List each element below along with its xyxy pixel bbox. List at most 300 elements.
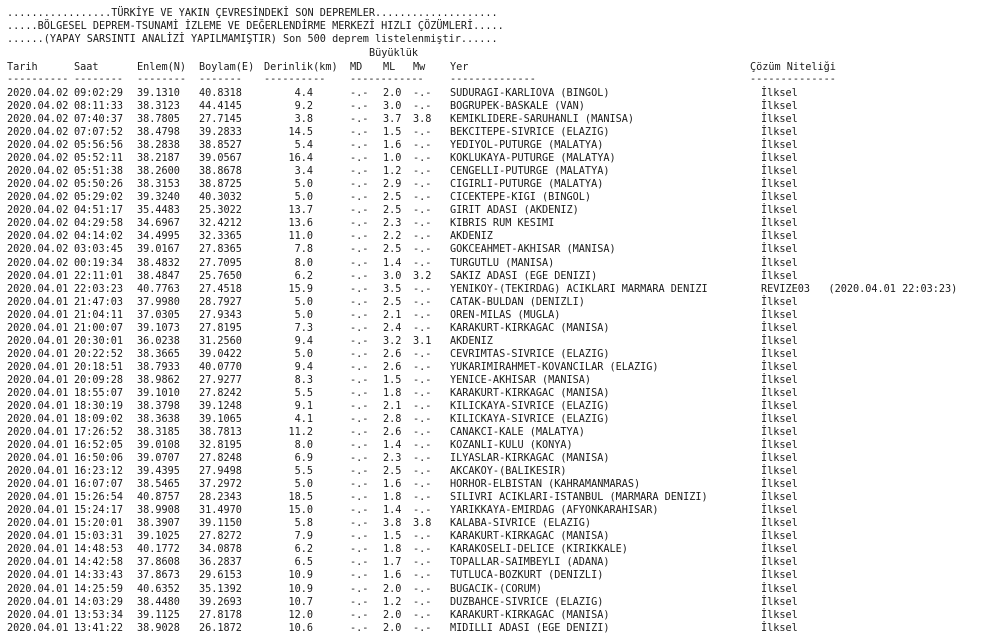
- cell-md: -.-: [350, 192, 369, 204]
- col-header-ml: ML: [383, 62, 396, 73]
- cell-place: KALABA-SIVRICE (ELAZIG): [450, 518, 592, 530]
- cell-mw: 3.8: [413, 518, 432, 530]
- cell-lon: 36.2837: [199, 557, 242, 569]
- cell-quality: İlksel: [761, 544, 798, 556]
- cell-md: -.-: [350, 505, 369, 517]
- cell-lon: 39.1065: [199, 414, 242, 425]
- cell-time: 18:30:19: [74, 400, 124, 412]
- cell-lat: 39.1010: [137, 387, 180, 399]
- column-separator-row: [0, 73, 1000, 86]
- cell-place: KOKLUKAYA-PUTURGE (MALATYA): [450, 153, 616, 165]
- cell-quality: İlksel: [761, 153, 798, 165]
- cell-date: 2020.04.01: [7, 348, 69, 360]
- table-row: [0, 126, 1000, 139]
- cell-lon: 28.2343: [199, 492, 242, 504]
- table-row: [0, 348, 1000, 361]
- cell-place: HORHOR-ELBISTAN (KAHRAMANMARAS): [450, 479, 641, 491]
- cell-time: 13:53:34: [74, 609, 124, 621]
- cell-md: -.-: [350, 270, 369, 282]
- cell-quality: İlksel: [761, 335, 798, 347]
- cell-ml: 1.2: [383, 596, 402, 608]
- cell-time: 15:26:54: [74, 492, 124, 504]
- cell-lat: 38.9028: [137, 622, 180, 634]
- cell-mw: -.-: [413, 88, 432, 99]
- cell-time: 18:09:02: [74, 414, 124, 425]
- cell-ml: 2.2: [383, 231, 402, 243]
- table-row: [0, 569, 1000, 582]
- cell-date: 2020.04.02: [7, 218, 69, 230]
- cell-date: 2020.04.01: [7, 622, 69, 634]
- cell-date: 2020.04.01: [7, 531, 69, 543]
- cell-ml: 3.2: [383, 335, 402, 347]
- cell-lon: 39.1150: [199, 518, 242, 530]
- cell-place: ILYASLAR-KIRKAGAC (MANISA): [450, 453, 610, 465]
- cell-md: -.-: [350, 609, 369, 621]
- cell-mw: -.-: [413, 218, 432, 230]
- cell-mw: -.-: [413, 505, 432, 517]
- cell-depth: 8.3: [294, 374, 313, 386]
- cell-md: -.-: [350, 414, 369, 425]
- col-header-lon: Boylam(E): [199, 62, 255, 73]
- cell-quality: İlksel: [761, 231, 798, 243]
- cell-depth: 7.9: [294, 531, 313, 543]
- cell-lat: 38.2600: [137, 166, 180, 178]
- separator-time: --------: [74, 74, 124, 85]
- cell-date: 2020.04.02: [7, 166, 69, 178]
- col-header-quality: Çözüm Niteliği: [750, 62, 836, 73]
- cell-time: 14:33:43: [74, 570, 124, 582]
- cell-md: -.-: [350, 257, 369, 269]
- cell-mw: -.-: [413, 479, 432, 491]
- cell-mw: -.-: [413, 387, 432, 399]
- table-row: [0, 113, 1000, 126]
- cell-mw: -.-: [413, 374, 432, 386]
- cell-md: -.-: [350, 466, 369, 478]
- cell-place: TOPALLAR-SAIMBEYLI (ADANA): [450, 557, 610, 569]
- cell-ml: 1.7: [383, 557, 402, 569]
- cell-quality: İlksel: [761, 88, 798, 99]
- cell-depth: 13.7: [288, 205, 313, 217]
- cell-time: 05:51:38: [74, 166, 124, 178]
- cell-depth: 6.2: [294, 270, 313, 282]
- cell-date: 2020.04.01: [7, 492, 69, 504]
- cell-lat: 39.1073: [137, 322, 180, 334]
- cell-mw: -.-: [413, 557, 432, 569]
- cell-depth: 9.4: [294, 361, 313, 373]
- cell-place: TURGUTLU (MANISA): [450, 257, 555, 269]
- cell-lon: 34.0878: [199, 544, 242, 556]
- cell-lat: 38.2838: [137, 140, 180, 152]
- cell-md: -.-: [350, 387, 369, 399]
- cell-lat: 38.4480: [137, 596, 180, 608]
- cell-ml: 2.1: [383, 309, 402, 321]
- cell-lon: 29.6153: [199, 570, 242, 582]
- table-row: [0, 230, 1000, 243]
- cell-md: -.-: [350, 440, 369, 452]
- cell-quality: İlksel: [761, 557, 798, 569]
- cell-quality: İlksel: [761, 179, 798, 191]
- cell-time: 16:23:12: [74, 466, 124, 478]
- cell-mw: -.-: [413, 231, 432, 243]
- separator-magnitude: ------------: [350, 74, 424, 85]
- cell-date: 2020.04.01: [7, 557, 69, 569]
- cell-mw: -.-: [413, 427, 432, 439]
- cell-mw: -.-: [413, 179, 432, 191]
- cell-time: 14:03:29: [74, 596, 124, 608]
- cell-lon: 27.7095: [199, 257, 242, 269]
- cell-place: DUZBAHCE-SIVRICE (ELAZIG): [450, 596, 604, 608]
- cell-ml: 2.5: [383, 296, 402, 308]
- cell-date: 2020.04.01: [7, 583, 69, 595]
- cell-lon: 39.0422: [199, 348, 242, 360]
- cell-md: -.-: [350, 518, 369, 530]
- cell-date: 2020.04.02: [7, 114, 69, 126]
- cell-depth: 5.0: [294, 179, 313, 191]
- table-row: [0, 609, 1000, 622]
- cell-lat: 39.1310: [137, 88, 180, 99]
- cell-date: 2020.04.02: [7, 231, 69, 243]
- cell-md: -.-: [350, 179, 369, 191]
- cell-lon: 27.9498: [199, 466, 242, 478]
- cell-lat: 40.6352: [137, 583, 180, 595]
- cell-time: 15:20:01: [74, 518, 124, 530]
- cell-md: -.-: [350, 153, 369, 165]
- cell-date: 2020.04.01: [7, 270, 69, 282]
- cell-date: 2020.04.01: [7, 505, 69, 517]
- table-row: [0, 243, 1000, 256]
- cell-lat: 37.8608: [137, 557, 180, 569]
- cell-lat: 39.0167: [137, 244, 180, 256]
- cell-time: 15:03:31: [74, 531, 124, 543]
- cell-lat: 38.3907: [137, 518, 180, 530]
- table-row: [0, 491, 1000, 504]
- cell-place: KIBRIS RUM KESIMI: [450, 218, 555, 230]
- cell-depth: 9.2: [294, 101, 313, 113]
- cell-ml: 1.6: [383, 570, 402, 582]
- cell-depth: 5.0: [294, 309, 313, 321]
- cell-md: -.-: [350, 205, 369, 217]
- cell-quality: İlksel: [761, 622, 798, 634]
- cell-place: TUTLUCA-BOZKURT (DENIZLI): [450, 570, 604, 582]
- cell-place: YUKARIMIRAHMET-KOVANCILAR (ELAZIG): [450, 361, 659, 373]
- cell-mw: -.-: [413, 609, 432, 621]
- cell-place: MIDILLI ADASI (EGE DENIZI): [450, 622, 610, 634]
- cell-depth: 4.4: [294, 88, 313, 99]
- cell-lat: 37.8673: [137, 570, 180, 582]
- cell-depth: 10.9: [288, 583, 313, 595]
- cell-date: 2020.04.01: [7, 544, 69, 556]
- cell-time: 08:11:33: [74, 101, 124, 113]
- cell-place: SUDURAGI-KARLIOVA (BINGOL): [450, 88, 610, 99]
- cell-time: 04:51:17: [74, 205, 124, 217]
- cell-time: 00:19:34: [74, 257, 124, 269]
- cell-mw: -.-: [413, 400, 432, 412]
- table-row: [0, 217, 1000, 230]
- table-row: [0, 152, 1000, 165]
- cell-date: 2020.04.02: [7, 88, 69, 99]
- table-row: [0, 400, 1000, 413]
- cell-time: 20:09:28: [74, 374, 124, 386]
- cell-ml: 2.0: [383, 88, 402, 99]
- cell-md: -.-: [350, 283, 369, 295]
- table-row: [0, 100, 1000, 113]
- cell-depth: 5.5: [294, 387, 313, 399]
- cell-mw: -.-: [413, 453, 432, 465]
- cell-date: 2020.04.01: [7, 518, 69, 530]
- cell-lon: 39.2693: [199, 596, 242, 608]
- table-row: [0, 270, 1000, 283]
- cell-ml: 1.8: [383, 492, 402, 504]
- cell-depth: 6.5: [294, 557, 313, 569]
- cell-ml: 1.4: [383, 257, 402, 269]
- cell-lat: 39.0108: [137, 440, 180, 452]
- table-row: [0, 204, 1000, 217]
- cell-ml: 1.5: [383, 374, 402, 386]
- cell-place: KILICKAYA-SIVRICE (ELAZIG): [450, 400, 610, 412]
- cell-date: 2020.04.01: [7, 400, 69, 412]
- cell-lon: 27.9277: [199, 374, 242, 386]
- cell-lat: 39.0707: [137, 453, 180, 465]
- cell-date: 2020.04.01: [7, 283, 69, 295]
- cell-depth: 9.4: [294, 335, 313, 347]
- cell-date: 2020.04.01: [7, 440, 69, 452]
- cell-md: -.-: [350, 596, 369, 608]
- cell-depth: 5.0: [294, 348, 313, 360]
- cell-lon: 39.1248: [199, 400, 242, 412]
- cell-quality: İlksel: [761, 427, 798, 439]
- cell-ml: 3.5: [383, 283, 402, 295]
- table-row: [0, 426, 1000, 439]
- cell-lon: 27.8242: [199, 387, 242, 399]
- cell-time: 20:22:52: [74, 348, 124, 360]
- separator-place: --------------: [450, 74, 536, 85]
- table-row: [0, 374, 1000, 387]
- cell-md: -.-: [350, 140, 369, 152]
- separator-depth: ----------: [264, 74, 326, 85]
- cell-quality: İlksel: [761, 570, 798, 582]
- cell-quality: İlksel: [761, 531, 798, 543]
- cell-time: 20:30:01: [74, 335, 124, 347]
- cell-ml: 2.8: [383, 414, 402, 425]
- cell-time: 13:41:22: [74, 622, 124, 634]
- cell-place: YENICE-AKHISAR (MANISA): [450, 374, 592, 386]
- cell-mw: -.-: [413, 257, 432, 269]
- table-row: [0, 257, 1000, 270]
- cell-ml: 2.0: [383, 583, 402, 595]
- cell-time: 05:52:11: [74, 153, 124, 165]
- cell-lat: 37.0305: [137, 309, 180, 321]
- cell-place: SILIVRI ACIKLARI-ISTANBUL (MARMARA DENIZI): [450, 492, 708, 504]
- cell-ml: 2.0: [383, 622, 402, 634]
- cell-md: -.-: [350, 479, 369, 491]
- cell-md: -.-: [350, 374, 369, 386]
- cell-lat: 38.3665: [137, 348, 180, 360]
- cell-quality: İlksel: [761, 453, 798, 465]
- cell-depth: 3.8: [294, 114, 313, 126]
- cell-place: KEMIKLIDERE-SARUHANLI (MANISA): [450, 114, 635, 126]
- cell-quality: İlksel: [761, 387, 798, 399]
- cell-time: 16:07:07: [74, 479, 124, 491]
- cell-depth: 8.0: [294, 440, 313, 452]
- cell-ml: 2.5: [383, 205, 402, 217]
- cell-quality: İlksel: [761, 257, 798, 269]
- cell-lon: 26.1872: [199, 622, 242, 634]
- cell-lon: 40.0770: [199, 361, 242, 373]
- table-row: [0, 165, 1000, 178]
- cell-time: 20:18:51: [74, 361, 124, 373]
- cell-place: CENGELLI-PUTURGE (MALATYA): [450, 166, 610, 178]
- cell-place: AKDENIZ: [450, 335, 493, 347]
- cell-ml: 1.6: [383, 479, 402, 491]
- cell-lon: 27.8272: [199, 531, 242, 543]
- cell-place: CIGIRLI-PUTURGE (MALATYA): [450, 179, 604, 191]
- cell-quality: İlksel: [761, 244, 798, 256]
- cell-quality: İlksel: [761, 348, 798, 360]
- cell-lat: 39.1125: [137, 609, 180, 621]
- col-header-lat: Enlem(N): [137, 62, 187, 73]
- cell-md: -.-: [350, 335, 369, 347]
- cell-date: 2020.04.01: [7, 374, 69, 386]
- cell-date: 2020.04.02: [7, 179, 69, 191]
- cell-lon: 25.3022: [199, 205, 242, 217]
- cell-ml: 2.6: [383, 348, 402, 360]
- cell-lat: 38.4798: [137, 127, 180, 139]
- cell-ml: 2.5: [383, 192, 402, 204]
- cell-quality: REVIZE03 (2020.04.01 22:03:23): [761, 283, 958, 295]
- cell-lat: 38.7805: [137, 114, 180, 126]
- cell-lon: 27.8178: [199, 609, 242, 621]
- cell-mw: 3.8: [413, 114, 432, 126]
- cell-date: 2020.04.01: [7, 414, 69, 425]
- magnitude-group-label: Büyüklük: [369, 48, 419, 59]
- cell-mw: -.-: [413, 544, 432, 556]
- cell-ml: 2.9: [383, 179, 402, 191]
- cell-quality: İlksel: [761, 361, 798, 373]
- cell-mw: 3.1: [413, 335, 432, 347]
- cell-depth: 5.8: [294, 518, 313, 530]
- cell-ml: 1.4: [383, 505, 402, 517]
- cell-depth: 6.2: [294, 544, 313, 556]
- cell-lat: 38.3153: [137, 179, 180, 191]
- table-row: [0, 283, 1000, 296]
- cell-ml: 3.7: [383, 114, 402, 126]
- cell-time: 05:56:56: [74, 140, 124, 152]
- cell-place: BOGRUPEK-BASKALE (VAN): [450, 101, 585, 113]
- cell-lat: 39.3240: [137, 192, 180, 204]
- cell-ml: 1.8: [383, 544, 402, 556]
- cell-time: 04:29:58: [74, 218, 124, 230]
- cell-place: KOZANLI-KULU (KONYA): [450, 440, 573, 452]
- table-row: [0, 439, 1000, 452]
- cell-lat: 38.5465: [137, 479, 180, 491]
- cell-ml: 3.0: [383, 101, 402, 113]
- cell-place: CEVRIMTAS-SIVRICE (ELAZIG): [450, 348, 610, 360]
- cell-mw: -.-: [413, 244, 432, 256]
- cell-time: 03:03:45: [74, 244, 124, 256]
- cell-lon: 38.8725: [199, 179, 242, 191]
- cell-md: -.-: [350, 531, 369, 543]
- cell-md: -.-: [350, 244, 369, 256]
- separator-quality: --------------: [750, 74, 836, 85]
- cell-place: GIRIT ADASI (AKDENIZ): [450, 205, 579, 217]
- cell-place: OREN-MILAS (MUGLA): [450, 309, 561, 321]
- cell-lat: 34.4995: [137, 231, 180, 243]
- cell-mw: -.-: [413, 583, 432, 595]
- cell-depth: 5.0: [294, 479, 313, 491]
- cell-place: KARAKOSELI-DELICE (KIRIKKALE): [450, 544, 628, 556]
- cell-md: -.-: [350, 622, 369, 634]
- cell-md: -.-: [350, 453, 369, 465]
- cell-lat: 40.1772: [137, 544, 180, 556]
- header-title-line: .................TÜRKİYE VE YAKIN ÇEVRESİNDEKİ SON DEPREMLER....................: [7, 8, 498, 19]
- cell-depth: 7.3: [294, 322, 313, 334]
- cell-ml: 2.6: [383, 361, 402, 373]
- table-row: [0, 387, 1000, 400]
- cell-mw: -.-: [413, 101, 432, 113]
- cell-date: 2020.04.01: [7, 335, 69, 347]
- cell-quality: İlksel: [761, 466, 798, 478]
- cell-time: 21:00:07: [74, 322, 124, 334]
- cell-depth: 15.0: [288, 505, 313, 517]
- magnitude-group-header: [0, 47, 1000, 60]
- cell-lon: 31.4970: [199, 505, 242, 517]
- cell-place: GOKCEAHMET-AKHISAR (MANISA): [450, 244, 616, 256]
- col-header-place: Yer: [450, 62, 469, 73]
- cell-depth: 4.1: [294, 414, 313, 425]
- cell-depth: 5.0: [294, 296, 313, 308]
- table-row: [0, 622, 1000, 635]
- table-row: [0, 465, 1000, 478]
- cell-date: 2020.04.01: [7, 596, 69, 608]
- cell-date: 2020.04.02: [7, 127, 69, 139]
- cell-place: YARIKKAYA-EMIRDAG (AFYONKARAHISAR): [450, 505, 659, 517]
- cell-quality: İlksel: [761, 127, 798, 139]
- cell-lat: 38.3123: [137, 101, 180, 113]
- cell-mw: -.-: [413, 205, 432, 217]
- cell-quality: İlksel: [761, 440, 798, 452]
- cell-lat: 40.8757: [137, 492, 180, 504]
- cell-date: 2020.04.01: [7, 296, 69, 308]
- cell-mw: -.-: [413, 348, 432, 360]
- cell-date: 2020.04.01: [7, 361, 69, 373]
- cell-quality: İlksel: [761, 518, 798, 530]
- cell-lat: 38.4847: [137, 270, 180, 282]
- cell-md: -.-: [350, 361, 369, 373]
- cell-depth: 5.5: [294, 466, 313, 478]
- cell-md: -.-: [350, 296, 369, 308]
- cell-quality: İlksel: [761, 270, 798, 282]
- cell-lon: 38.8527: [199, 140, 242, 152]
- table-row: [0, 309, 1000, 322]
- cell-date: 2020.04.01: [7, 387, 69, 399]
- cell-depth: 10.9: [288, 570, 313, 582]
- cell-depth: 5.4: [294, 140, 313, 152]
- col-header-depth: Derinlik(km): [264, 62, 338, 73]
- table-row: [0, 583, 1000, 596]
- cell-lon: 27.7145: [199, 114, 242, 126]
- cell-place: SAKIZ ADASI (EGE DENIZI): [450, 270, 598, 282]
- cell-place: CATAK-BULDAN (DENIZLI): [450, 296, 585, 308]
- cell-quality: İlksel: [761, 479, 798, 491]
- cell-lon: 32.8195: [199, 440, 242, 452]
- cell-lon: 32.3365: [199, 231, 242, 243]
- cell-lon: 27.8195: [199, 322, 242, 334]
- cell-lon: 38.8678: [199, 166, 242, 178]
- cell-ml: 1.8: [383, 387, 402, 399]
- cell-place: AKCAKOY-(BALIKESIR): [450, 466, 567, 478]
- cell-lat: 38.9908: [137, 505, 180, 517]
- cell-mw: -.-: [413, 166, 432, 178]
